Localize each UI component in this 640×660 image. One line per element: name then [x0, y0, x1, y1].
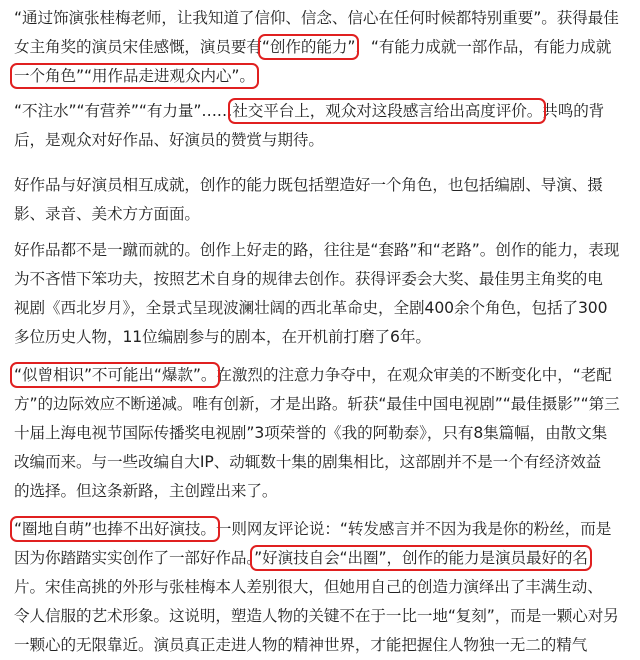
paragraph: [14, 515, 640, 660]
text-segment: 一颗心的无限靠近。演员真正走进人物的精神世界，才能把握住人物独一无二的精气: [14, 636, 588, 654]
text-segment: 的选择。但这条新路，主创蹚出来了。: [14, 482, 278, 500]
text-line: [14, 631, 640, 660]
highlighted-phrase: “似曾相识”不可能出“爆款”。: [14, 366, 217, 384]
text-segment: 好作品都不是一蹴而就的。创作上好走的路，往往是“套路”和“老路”。创作的能力，表现: [14, 241, 620, 259]
highlighted-phrase: ”好演技自会“出圈”，创作的能力是演员最好的名: [254, 549, 588, 567]
text-line: [14, 573, 640, 602]
text-segment: 改编而来。与一些改编自大IP、动辄数十集的剧集相比，这部剧并不是一个有经济效益: [14, 453, 602, 471]
text-segment: 视剧《西北岁月》，全景式呈现波澜壮阔的西北革命史，全剧400余个角色，包括了300: [14, 299, 608, 317]
text-line: [14, 448, 640, 477]
text-segment: 一则网友评论说：“转发感言并不因为我是你的粉丝，而是: [215, 520, 612, 538]
text-segment: 共鸣的背: [542, 102, 605, 120]
text-segment: ，“有能力成就一部作品，有能力成就: [355, 38, 612, 56]
highlighted-phrase: “圈地自萌”也捧不出好演技。: [14, 520, 216, 538]
text-line: [14, 265, 640, 294]
highlighted-phrase: 一个角色”“用作品走进观众内心”。: [14, 67, 255, 85]
text-segment: 十届上海电视节国际传播奖电视剧”3项荣誉的《我的阿勒泰》，只有8集篇幅，由散文集: [14, 424, 608, 442]
text-segment: 女主角奖的演员宋佳感慨，演员要有: [14, 38, 262, 56]
text-segment: “不注水”“有营养”“有力量”……: [14, 102, 233, 120]
text-line: [14, 419, 640, 448]
text-line: [14, 294, 640, 323]
text-segment: 好作品与好演员相互成就，创作的能力既包括塑造好一个角色，也包括编剧、导演、摄: [14, 176, 603, 194]
text-line: [14, 477, 640, 506]
paragraph: [14, 171, 640, 229]
text-segment: 因为你踏踏实实创作了一部好作品。: [14, 549, 255, 567]
text-segment: 方”的边际效应不断递减。唯有创新，才是出路。斩获“最佳中国电视剧”“最佳摄影”“第三: [14, 395, 620, 413]
text-line: [14, 390, 640, 419]
text-line: [14, 602, 640, 631]
paragraph: [14, 361, 640, 506]
paragraph: [14, 97, 640, 155]
text-segment: 片。宋佳高挑的外形与张桂梅本人差别很大，但她用自己的创造力演绎出了丰满生动、: [14, 578, 603, 596]
paragraph: [14, 236, 640, 352]
text-line: [14, 200, 640, 229]
text-line: [14, 361, 640, 390]
text-line: [14, 62, 640, 91]
text-line: [14, 236, 640, 265]
text-line: [14, 33, 640, 62]
text-line: [14, 126, 640, 155]
text-segment: 后，是观众对好作品、好演员的赞赏与期待。: [14, 131, 324, 149]
text-segment: 令人信服的艺术形象。这说明，塑造人物的关键不在于一比一地“复刻”，而是一颗心对另: [14, 607, 619, 625]
text-line: [14, 171, 640, 200]
text-line: [14, 544, 640, 573]
text-line: [14, 97, 640, 126]
highlighted-phrase: 社交平台上，观众对这段感言给出高度评价。: [232, 102, 543, 120]
text-line: [14, 4, 640, 33]
text-segment: 影、录音、美术方方面面。: [14, 205, 200, 223]
text-line: [14, 515, 640, 544]
text-segment: 在激烈的注意力争夺中，在观众审美的不断变化中，“老配: [216, 366, 612, 384]
highlighted-phrase: “创作的能力”: [261, 38, 356, 56]
text-segment: 多位历史人物，11位编剧参与的剧本，在开机前打磨了6年。: [14, 328, 431, 346]
text-segment: 为不吝惜下笨功夫，按照艺术自身的规律去创作。获得评委会大奖、最佳男主角奖的电: [14, 270, 603, 288]
paragraph: [14, 4, 640, 91]
text-segment: “通过饰演张桂梅老师，让我知道了信仰、信念、信心在任何时候都特别重要”。获得最佳: [14, 9, 619, 27]
text-line: [14, 323, 640, 352]
